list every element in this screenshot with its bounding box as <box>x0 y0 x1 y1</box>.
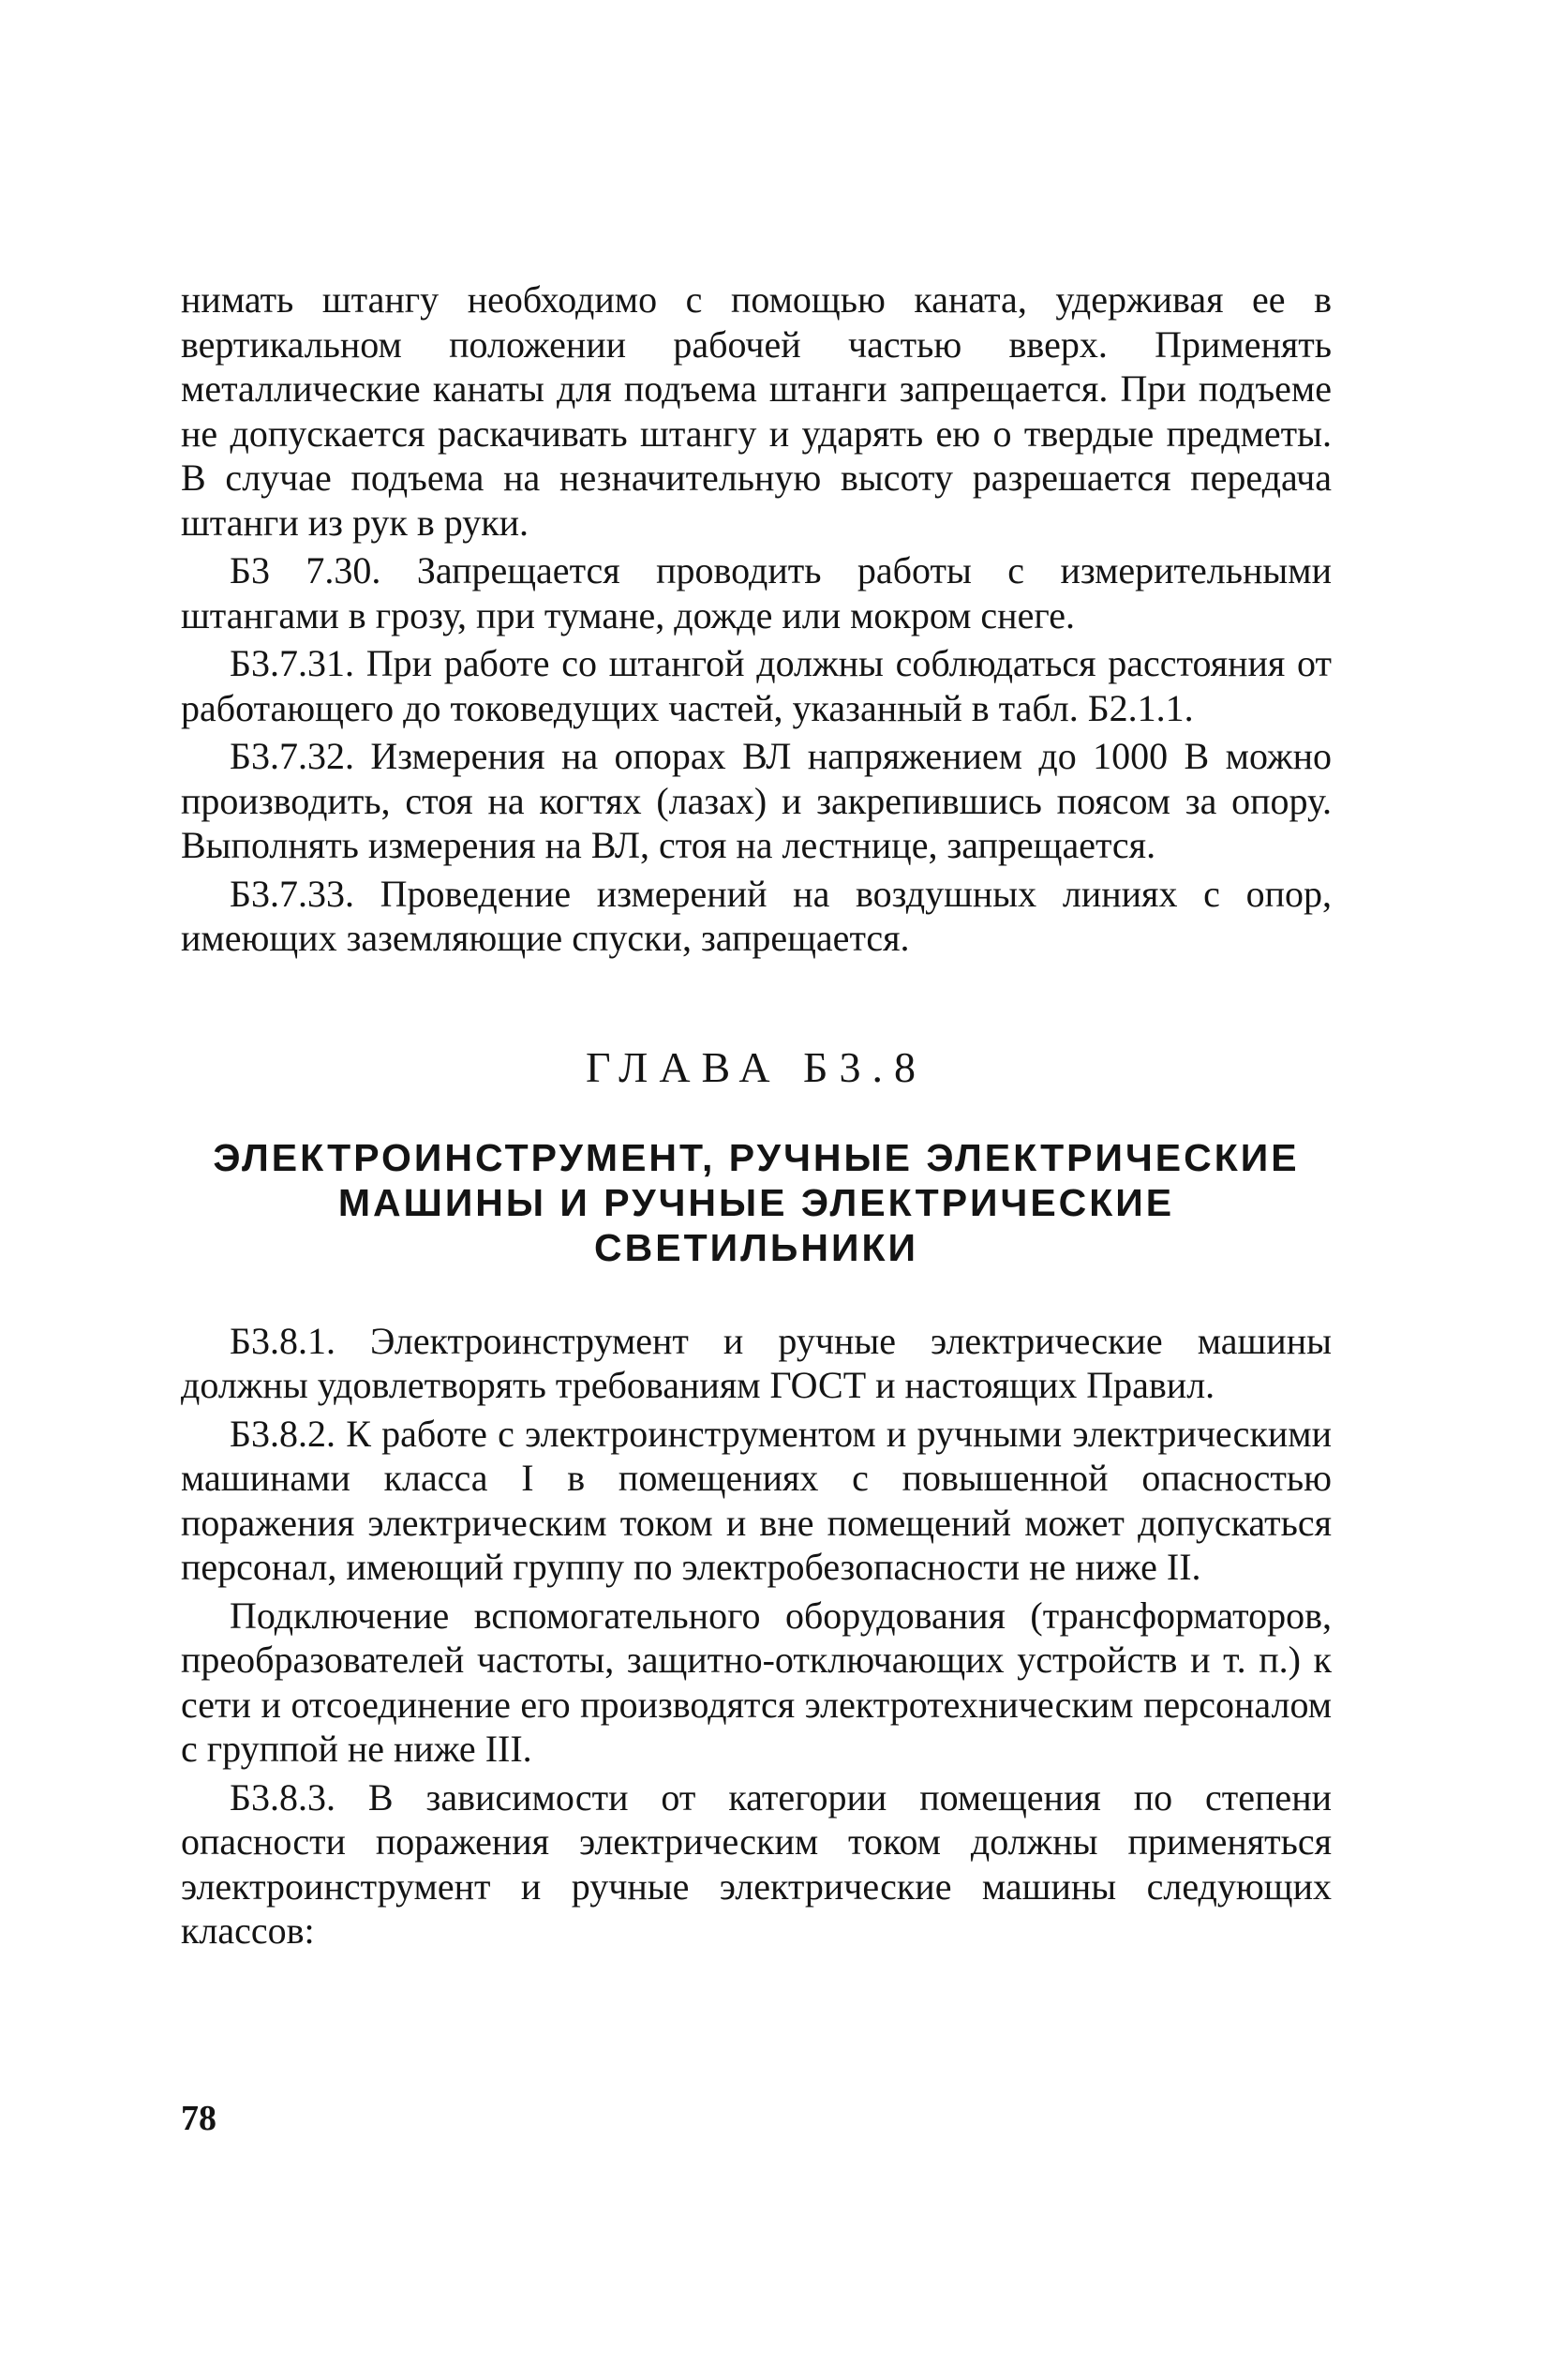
paragraph-b3-8-2: Б3.8.2. К работе с электроинструментом и ручными электрическими машинами класса I в помещениях с повышенной опасностью поражения электрическим током и вне помещений может допускаться персонал, имеющий группу по электробезопасности не ниже II. <box>181 1412 1332 1588</box>
chapter-title-line: ЭЛЕКТРОИНСТРУМЕНТ, РУЧНЫЕ ЭЛЕКТРИЧЕСКИЕ <box>213 1135 1300 1179</box>
chapter-title-line: СВЕТИЛЬНИКИ <box>594 1225 918 1269</box>
paragraph-b3-7-30: Б3 7.30. Запрещается проводить работы с измерительными штангами в грозу, при тумане, дожде или мокром снеге. <box>181 549 1332 636</box>
paragraph-b3-7-32: Б3.7.32. Измерения на опорах ВЛ напряжением до 1000 В можно производить, стоя на когтях (лазах) и закрепившись поясом за опору. Выполнять измерения на ВЛ, стоя на лестнице, запрещается. <box>181 735 1332 866</box>
paragraph-continuation: нимать штангу необходимо с помощью каната, удерживая ее в вертикальном положении рабочей частью вверх. Применять металлические канаты для подъема штанги запрещается. При подъеме не допускается раскачивать штангу и ударять ею о твердые предметы. В случае подъема на незначительную высоту разрешается передача штанги из рук в руки. <box>181 278 1332 544</box>
chapter-title-line: МАШИНЫ И РУЧНЫЕ ЭЛЕКТРИЧЕСКИЕ <box>337 1180 1175 1224</box>
paragraph-b3-8-1: Б3.8.1. Электроинструмент и ручные электрические машины должны удовлетворять требованиям ГОСТ и настоящих Правил. <box>181 1319 1332 1406</box>
paragraph-b3-7-31: Б3.7.31. При работе со штангой должны соблюдаться расстояния от работающего до токоведущих частей, указанный в табл. Б2.1.1. <box>181 642 1332 729</box>
paragraph-b3-8-3: Б3.8.3. В зависимости от категории помещения по степени опасности поражения электрическим током должны применяться электроинструмент и ручные электрические машины следующих классов: <box>181 1775 1332 1952</box>
paragraph-connection: Подключение вспомогательного оборудования (трансформаторов, преобразователей частоты, защитно-отключающих устройств и т. п.) к сети и отсоединение его производятся электротехническим персоналом с группой не ниже III. <box>181 1594 1332 1770</box>
paragraph-b3-7-33: Б3.7.33. Проведение измерений на воздушных линиях с опор, имеющих заземляющие спуски, запрещается. <box>181 872 1332 959</box>
page-number: 78 <box>181 2099 216 2138</box>
chapter-label: ГЛАВА Б3.8 <box>586 1042 927 1091</box>
chapter-title <box>181 1135 1332 1270</box>
page-body <box>181 277 1332 1953</box>
